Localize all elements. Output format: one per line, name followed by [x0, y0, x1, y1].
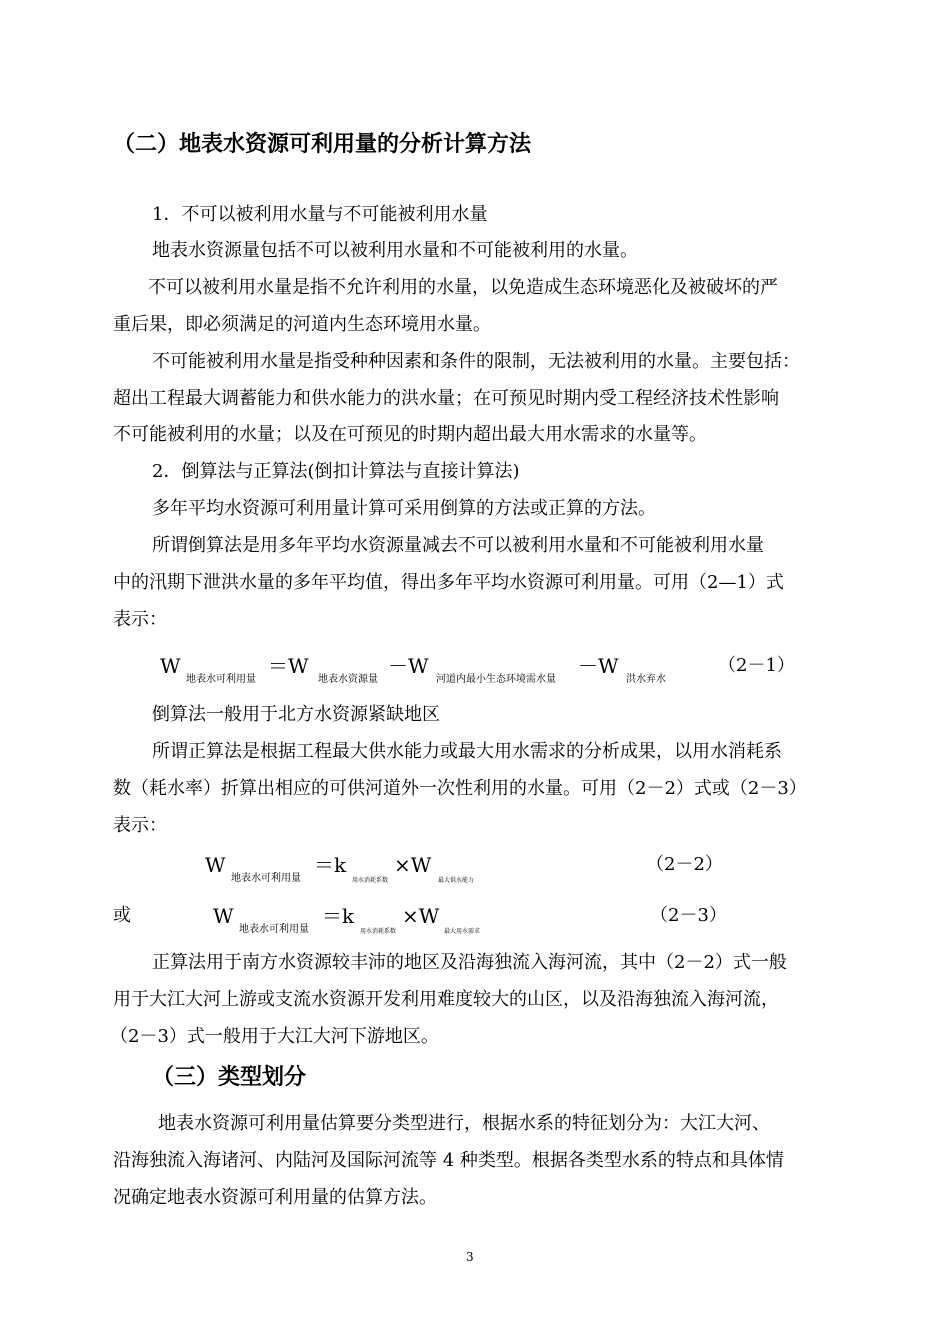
paragraph-line: 重后果，即必须满足的河道内生态环境用水量。 — [113, 314, 491, 335]
page-number: 3 — [466, 1250, 474, 1264]
paragraph: 地表水资源量包括不可以被利用水量和不可能被利用的水量。 — [152, 240, 638, 261]
paragraph-line: 正算法用于南方水资源较丰沛的地区及沿海独流入海河流，其中（2－2）式一般 — [152, 952, 787, 973]
paragraph-line: 表示： — [113, 609, 167, 630]
item-1-title: 1．不可以被利用水量与不可能被利用水量 — [152, 204, 488, 225]
formula-subscript: 洪水弃水 — [626, 674, 666, 685]
paragraph-line: 不可以被利用水量是指不允许利用的水量，以免造成生态环境恶化及被破坏的严 — [148, 277, 778, 298]
equation-number: （2－3） — [650, 905, 727, 926]
paragraph-line: 地表水资源可利用量估算要分类型进行，根据水系的特征划分为：大江大河、 — [158, 1113, 770, 1134]
formula-subscript: 最大供水能力 — [438, 877, 475, 884]
formula-2-1 — [0, 654, 950, 690]
formula-symbol: ＝k — [322, 904, 355, 928]
formula-symbol: ×W — [402, 904, 440, 928]
formula-subscript: 河道内最小生态环境需水量 — [436, 674, 556, 685]
formula-subscript: 最大用水需求 — [444, 928, 481, 935]
paragraph-line: 不可能被利用水量是指受种种因素和条件的限制，无法被利用的水量。主要包括： — [152, 351, 800, 372]
formula-2-3 — [0, 904, 950, 940]
formula-subscript: 用水消耗系数 — [360, 928, 397, 935]
section-2-title: （二）地表水资源可利用量的分析计算方法 — [113, 132, 532, 157]
formula-subscript: 地表水可利用量 — [239, 924, 309, 935]
paragraph: 多年平均水资源可利用量计算可采用倒算的方法或正算的方法。 — [152, 498, 656, 519]
paragraph-line: 况确定地表水资源可利用量的估算方法。 — [113, 1187, 437, 1208]
formula-symbol: ＝k — [314, 853, 347, 877]
formula-symbol: ×W — [394, 853, 432, 877]
paragraph-line: 所谓正算法是根据工程最大供水能力或最大用水需求的分析成果，以用水消耗系 — [152, 741, 782, 762]
formula-symbol: W — [213, 904, 234, 928]
formula-symbol: －W — [578, 654, 619, 678]
equation-number: （2－2） — [646, 854, 723, 875]
formula-symbol: －W — [388, 654, 429, 678]
item-2-title: 2．倒算法与正算法(倒扣计算法与直接计算法) — [152, 461, 520, 482]
paragraph-line: 不可能被利用的水量；以及在可预见的时期内超出最大用水需求的水量等。 — [113, 424, 707, 445]
or-label: 或 — [113, 905, 131, 926]
paragraph-line: 用于大江大河上游或支流水资源开发利用难度较大的山区，以及沿海独流入海河流， — [113, 989, 779, 1010]
paragraph-line: （2－3）式一般用于大江大河下游地区。 — [110, 1026, 439, 1047]
paragraph-line: 表示： — [113, 815, 167, 836]
formula-subscript: 地表水可利用量 — [231, 873, 301, 884]
formula-2-2 — [0, 853, 950, 889]
formula-symbol: ＝W — [268, 654, 309, 678]
paragraph-line: 数（耗水率）折算出相应的可供河道外一次性利用的水量。可用（2－2）式或（2－3） — [113, 778, 807, 799]
formula-subscript: 用水消耗系数 — [352, 877, 389, 884]
paragraph-line: 超出工程最大调蓄能力和供水能力的洪水量；在可预见时期内受工程经济技术性影响 — [113, 388, 779, 409]
paragraph-line: 沿海独流入海诸河、内陆河及国际河流等 4 种类型。根据各类型水系的特点和具体情 — [113, 1150, 784, 1171]
paragraph: 倒算法一般用于北方水资源紧缺地区 — [152, 704, 440, 725]
equation-number: （2－1） — [718, 655, 795, 676]
formula-symbol: W — [160, 654, 181, 678]
formula-subscript: 地表水资源量 — [318, 674, 378, 685]
section-3-title: （三）类型划分 — [152, 1065, 307, 1090]
paragraph-line: 中的汛期下泄洪水量的多年平均值，得出多年平均水资源可利用量。可用（2—1）式 — [113, 572, 784, 593]
paragraph-line: 所谓倒算法是用多年平均水资源量减去不可以被利用水量和不可能被利用水量 — [152, 535, 764, 556]
formula-subscript: 地表水可利用量 — [186, 674, 256, 685]
formula-symbol: W — [205, 853, 226, 877]
